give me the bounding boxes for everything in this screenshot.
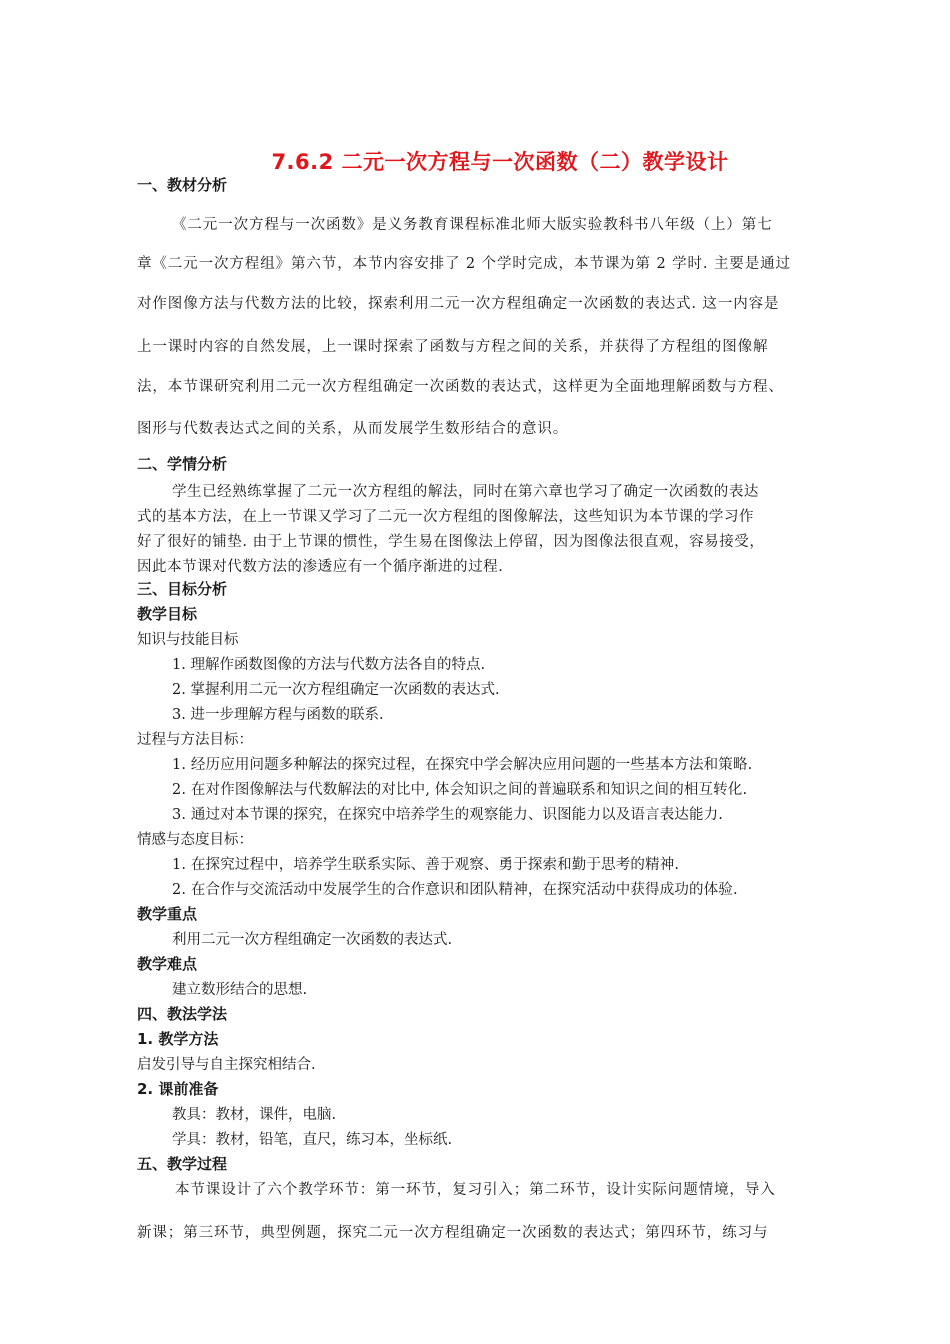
process-goals-title: 过程与方法目标： (137, 732, 253, 748)
paragraph-line: 法，本节课研究利用二元一次方程组确定一次函数的表达式，这样更为全面地理解函数与方程、 (137, 379, 784, 395)
paragraph-line: 本节课设计了六个教学环节：第一环节，复习引入；第二环节，设计实际问题情境，导入 (175, 1182, 776, 1198)
paragraph-line: 因此本节课对代数方法的渗透应有一个循序渐进的过程. (137, 559, 504, 575)
paragraph-line: 章《二元一次方程组》第六节，本节内容安排了 2 个学时完成，本节课为第 2 学时. 主要是通过 (137, 256, 791, 272)
paragraph-line: 好了很好的铺垫. 由于上节课的惯性，学生易在图像法上停留，因为图像法很直观，容易接受， (137, 534, 765, 550)
difficulties-text: 建立数形结合的思想. (172, 982, 308, 998)
paragraph-line: 新课；第三环节，典型例题，探究二元一次方程组确定一次函数的表达式；第四环节，练习与 (137, 1225, 769, 1241)
paragraph-line: 对作图像方法与代数方法的比较，探索利用二元一次方程组确定一次函数的表达式. 这一内容是 (137, 296, 780, 312)
goal-item: 3. 通过对本节课的探究，在探究中培养学生的观察能力、识图能力以及语言表达能力. (172, 807, 724, 823)
section-heading-objectives: 三、目标分析 (137, 580, 228, 598)
attitude-goals-title: 情感与态度目标： (137, 832, 253, 848)
knowledge-goals-title: 知识与技能目标 (137, 632, 239, 648)
subheading-teaching-methods: 1. 教学方法 (137, 1030, 219, 1048)
section-heading-students: 二、学情分析 (137, 455, 228, 473)
paragraph-line: 式的基本方法，在上一节课又学习了二元一次方程组的图像解法，这些知识为本节课的学习作 (137, 509, 755, 525)
teacher-tools-text: 教具：教材，课件，电脑. (172, 1107, 337, 1123)
goal-item: 1. 经历应用问题多种解法的探究过程，在探究中学会解决应用问题的一些基本方法和策略. (172, 757, 753, 773)
section-heading-process: 五、教学过程 (137, 1155, 228, 1173)
paragraph-line: 学生已经熟练掌握了二元一次方程组的解法，同时在第六章也学习了确定一次函数的表达 (172, 484, 759, 500)
section-heading-materials: 一、教材分析 (137, 176, 228, 194)
subheading-teaching-goals: 教学目标 (137, 605, 198, 623)
goal-item: 2. 在合作与交流活动中发展学生的合作意识和团队精神，在探究活动中获得成功的体验. (172, 882, 738, 898)
teaching-methods-text: 启发引导与自主探究相结合. (137, 1057, 316, 1073)
key-points-text: 利用二元一次方程组确定一次函数的表达式. (172, 932, 453, 948)
goal-item: 3. 进一步理解方程与函数的联系. (172, 707, 384, 723)
goal-item: 2. 掌握利用二元一次方程组确定一次函数的表达式. (172, 682, 500, 698)
section-heading-methods: 四、教法学法 (137, 1005, 228, 1023)
goal-item: 1. 在探究过程中，培养学生联系实际、善于观察、勇于探索和勤于思考的精神. (172, 857, 680, 873)
paragraph-line: 图形与代数表达式之间的关系，从而发展学生数形结合的意识。 (137, 421, 569, 437)
paragraph-line: 上一课时内容的自然发展，上一课时探索了函数与方程之间的关系，并获得了方程组的图像解 (137, 339, 769, 355)
student-tools-text: 学具：教材，铅笔，直尺，练习本，坐标纸. (172, 1132, 453, 1148)
document-title: 7.6.2 二元一次方程与一次函数（二）教学设计 (271, 150, 729, 174)
goal-item: 2. 在对作图像解法与代数解法的对比中, 体会知识之间的普遍联系和知识之间的相互转化. (172, 782, 748, 798)
subheading-difficulties: 教学难点 (137, 955, 198, 973)
subheading-preparation: 2. 课前准备 (137, 1080, 219, 1098)
paragraph-line: 《二元一次方程与一次函数》是义务教育课程标准北师大版实验教科书八年级（上）第七 (172, 217, 773, 233)
subheading-key-points: 教学重点 (137, 905, 198, 923)
goal-item: 1. 理解作函数图像的方法与代数方法各自的特点. (172, 657, 486, 673)
